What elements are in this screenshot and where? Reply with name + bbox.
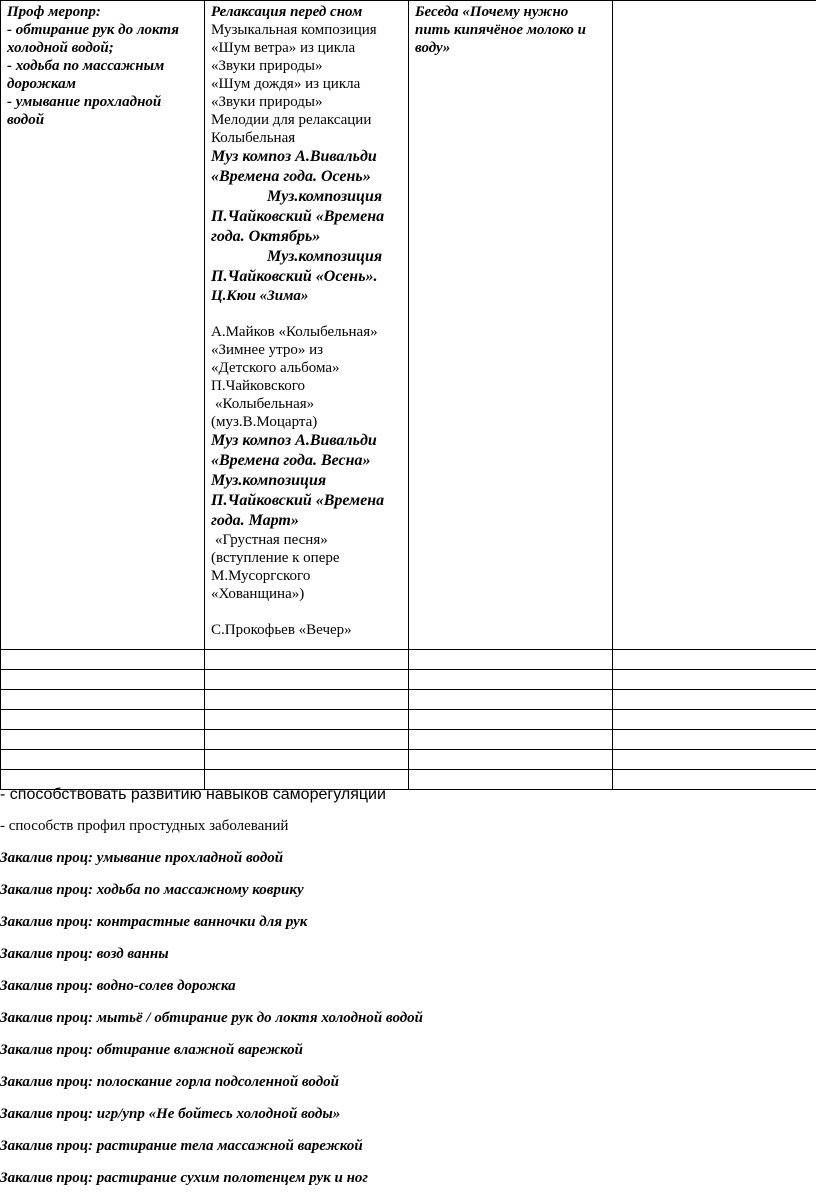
music-bold-line: Ц.Кюи «Зима» (211, 288, 309, 304)
hardening-item: Закалив проц: умывание прохладной водой (0, 850, 284, 866)
music-line: «Грустная песня» (215, 532, 328, 548)
music-line: «Шум ветра» из цикла (211, 40, 356, 56)
music-line: «Зимнее утро» из (211, 342, 324, 358)
music-line: «Колыбельная» (215, 396, 315, 412)
table-cell (409, 770, 613, 790)
cell-empty (613, 1, 816, 650)
music-line: Мелодии для релаксации (211, 112, 372, 128)
table-cell (613, 750, 816, 770)
table-cell (613, 690, 816, 710)
table-cell (1, 650, 205, 670)
table-cell (409, 710, 613, 730)
hardening-item: Закалив проц: игр/упр «Не бойтесь холодной воды» (0, 1106, 341, 1122)
hardening-item: Закалив проц: контрастные ванночки для рук (0, 914, 308, 930)
table-cell (613, 730, 816, 750)
music-bold-line: «Времена года. Осень» (211, 168, 371, 185)
table-row (1, 750, 816, 770)
music-bold-line: «Времена года. Весна» (211, 452, 371, 469)
conversation-line: Беседа «Почему нужно (415, 4, 569, 20)
table-cell (613, 670, 816, 690)
activities-line: холодной водой; (7, 40, 114, 56)
conversation-line: воду» (415, 40, 451, 56)
music-line: Музыкальная композиция (211, 22, 377, 38)
table-cell (205, 750, 409, 770)
hardening-item: Закалив проц: ходьба по массажному коврику (0, 882, 304, 898)
relaxation-title: Релаксация перед сном (211, 4, 363, 20)
table-row (1, 710, 816, 730)
activities-line: - обтирание рук до локтя (7, 22, 180, 38)
music-bold-line: года. Март» (211, 512, 299, 529)
music-line: А.Майков «Колыбельная» (211, 324, 378, 340)
activities-line: водой (7, 112, 45, 128)
table-cell (205, 650, 409, 670)
table-cell (1, 710, 205, 730)
music-bold-line: Муз.композиция (211, 472, 327, 489)
activities-title: Проф меропр: (7, 4, 101, 20)
activities-line: - ходьба по массажным (7, 58, 165, 74)
music-line: (муз.В.Моцарта) (211, 414, 318, 430)
table-row (1, 670, 816, 690)
cell-conversation (409, 1, 613, 650)
table-cell (409, 750, 613, 770)
hardening-item: Закалив проц: обтирание влажной варежкой (0, 1042, 303, 1058)
activities-line: - умывание прохладной (7, 94, 162, 110)
music-line: «Звуки природы» (211, 58, 323, 74)
music-line: П.Чайковского (211, 378, 305, 394)
hardening-item: Закалив проц: мытьё / обтирание рук до локтя холодной водой (0, 1010, 424, 1026)
table-cell (409, 730, 613, 750)
music-bold-line: Муз композ А.Вивальди (211, 148, 377, 165)
table-cell (409, 650, 613, 670)
music-bold-line: Муз композ А.Вивальди (211, 432, 377, 449)
table-cell (613, 710, 816, 730)
cell-relaxation (205, 1, 409, 650)
music-line: М.Мусоргского (211, 568, 311, 584)
music-line: Колыбельная (211, 130, 296, 146)
hardening-item: Закалив проц: растирание тела массажной варежкой (0, 1138, 363, 1154)
note-goal: - способствовать развитию навыков саморегуляции (0, 786, 386, 803)
music-line: (вступление к опере (211, 550, 340, 566)
hardening-item: Закалив проц: водно-солев дорожка (0, 978, 236, 994)
music-bold-line: П.Чайковский «Времена (211, 492, 385, 509)
table-cell (613, 770, 816, 790)
table-cell (205, 730, 409, 750)
table-row-main (1, 1, 816, 650)
table-cell (205, 670, 409, 690)
spacer (211, 305, 404, 323)
hardening-item: Закалив проц: возд ванны (0, 946, 169, 962)
music-bold-line: П.Чайковский «Времена (211, 208, 385, 225)
music-line: «Звуки природы» (211, 94, 323, 110)
music-line: «Детского альбома» (211, 360, 340, 376)
table-row (1, 690, 816, 710)
conversation-line: пить кипячёное молоко и (415, 22, 586, 38)
table-row (1, 730, 816, 750)
note-goal: - способств профил простудных заболеваний (0, 818, 289, 834)
hardening-item: Закалив проц: полоскание горла подсоленной водой (0, 1074, 340, 1090)
table-cell (409, 670, 613, 690)
music-bold-line: года. Октябрь» (211, 228, 321, 245)
music-bold-line: Муз.композиция (267, 188, 383, 205)
table-cell (205, 690, 409, 710)
music-bold-line: П.Чайковский «Осень». (211, 268, 378, 285)
table-cell (1, 750, 205, 770)
music-line: «Хованщина») (211, 586, 305, 602)
music-line: «Шум дождя» из цикла (211, 76, 361, 92)
activities-line: дорожкам (7, 76, 76, 92)
music-line: С.Прокофьев «Вечер» (211, 622, 352, 638)
cell-activities (1, 1, 205, 650)
table-cell (409, 690, 613, 710)
table-cell (1, 690, 205, 710)
spacer (211, 603, 404, 621)
table-cell (1, 670, 205, 690)
table-cell (205, 710, 409, 730)
table-cell (1, 730, 205, 750)
hardening-item: Закалив проц: растирание сухим полотенцем рук и ног (0, 1170, 368, 1186)
table-row (1, 650, 816, 670)
table-cell (613, 650, 816, 670)
music-bold-line: Муз.композиция (267, 248, 383, 265)
